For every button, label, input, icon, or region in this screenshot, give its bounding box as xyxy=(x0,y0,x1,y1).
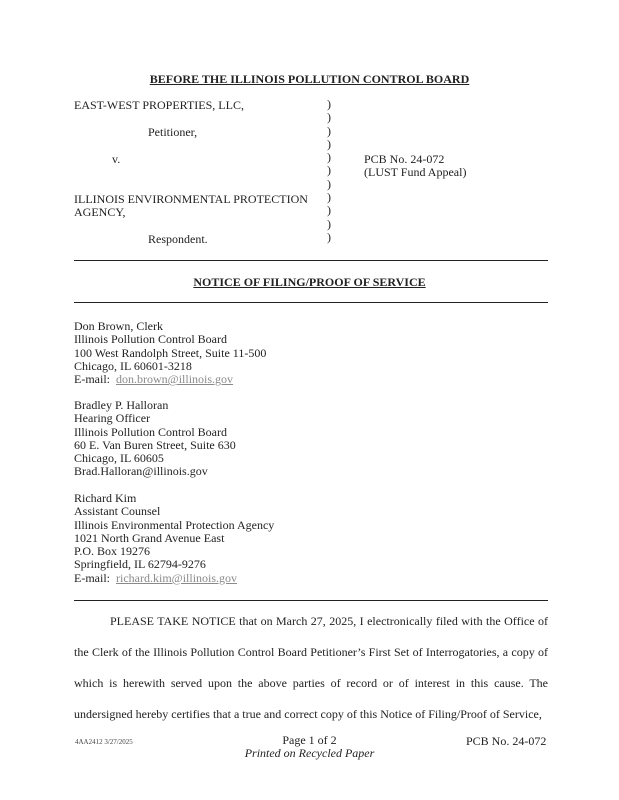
caption-paren: ) xyxy=(327,163,331,178)
caption-paren: ) xyxy=(327,150,331,165)
recipient-email-row xyxy=(74,373,266,386)
case-type: (LUST Fund Appeal) xyxy=(364,165,467,179)
caption-paren: ) xyxy=(327,97,331,111)
caption-paren: ) xyxy=(327,110,331,125)
recipient-line: 100 West Randolph Street, Suite 11-500 xyxy=(74,345,267,360)
caption-paren: ) xyxy=(327,229,331,244)
recipient-line: Chicago, IL 60605 xyxy=(74,451,164,466)
divider-top xyxy=(74,260,548,261)
recipient-line: Assistant Counsel xyxy=(74,504,161,519)
service-recipient-clerk xyxy=(74,320,266,386)
caption-paren: ) xyxy=(327,216,331,231)
recipient-line: Illinois Environmental Protection Agency xyxy=(74,517,275,532)
respondent-name-line2: AGENCY, xyxy=(74,205,126,219)
recipient-line: Illinois Pollution Control Board xyxy=(74,332,228,347)
recipient-line: 1021 North Grand Avenue East xyxy=(74,530,225,545)
versus-label: v. xyxy=(112,152,121,166)
email-link-clerk[interactable]: don.brown@illinois.gov xyxy=(116,372,234,387)
email-link-counsel[interactable]: richard.kim@illinois.gov xyxy=(116,570,238,585)
footer-doc-code: 4AA2412 3/27/2025 xyxy=(75,738,133,746)
footer-recycled: Printed on Recycled Paper xyxy=(244,746,375,760)
email-label: E-mail: xyxy=(74,570,110,585)
caption-paren-column xyxy=(327,98,337,244)
recipient-line: Chicago, IL 60601-3218 xyxy=(74,358,192,373)
caption-paren: ) xyxy=(327,123,331,138)
notice-body-paragraph xyxy=(74,606,548,730)
caption-paren: ) xyxy=(327,176,331,191)
recipient-email-row xyxy=(74,572,274,585)
recipient-line: Don Brown, Clerk xyxy=(74,319,163,333)
caption-paren: ) xyxy=(327,203,331,218)
service-recipient-counsel xyxy=(74,492,274,585)
caption-paren: ) xyxy=(327,190,331,205)
recipient-line: Illinois Pollution Control Board xyxy=(74,424,228,439)
footer-page-label: Page 1 of 2 xyxy=(282,733,337,747)
petitioner-name: EAST-WEST PROPERTIES, LLC, xyxy=(74,98,244,112)
caption-paren: ) xyxy=(327,136,331,151)
recipient-line: Brad.Halloran@illinois.gov xyxy=(74,464,208,479)
recipient-line: Richard Kim xyxy=(74,491,137,505)
recipient-line: 60 E. Van Buren Street, Suite 630 xyxy=(74,437,236,452)
board-title: BEFORE THE ILLINOIS POLLUTION CONTROL BOARD xyxy=(149,72,470,86)
recipient-line: Springfield, IL 62794-9276 xyxy=(74,557,206,572)
service-recipient-hearing-officer xyxy=(74,399,236,479)
recipient-line: Hearing Officer xyxy=(74,411,151,426)
email-label: E-mail: xyxy=(74,372,110,387)
recipient-line: Bradley P. Halloran xyxy=(74,398,169,412)
recipient-line: P.O. Box 19276 xyxy=(74,544,151,559)
notice-title: NOTICE OF FILING/PROOF OF SERVICE xyxy=(193,275,426,289)
respondent-name-line1: ILLINOIS ENVIRONMENTAL PROTECTION xyxy=(74,192,308,206)
petitioner-role: Petitioner, xyxy=(148,125,198,139)
divider-middle xyxy=(74,302,548,303)
divider-bottom xyxy=(74,600,548,601)
respondent-role: Respondent. xyxy=(148,232,208,246)
notice-body-text: PLEASE TAKE NOTICE that on March 27, 2025, I electronically filed with the Office of the Clerk of the Illinois Pollution Control Board Petitioner’s First Set of Interrogatories, a copy of which is herewith served upon the above parties of record or of interest in this cause. The undersigned hereby certifies that a true and correct copy of this Notice of Filing/Proof of Service, xyxy=(74,614,548,721)
case-number: PCB No. 24-072 xyxy=(364,152,445,166)
footer-case-number: PCB No. 24-072 xyxy=(466,734,547,748)
